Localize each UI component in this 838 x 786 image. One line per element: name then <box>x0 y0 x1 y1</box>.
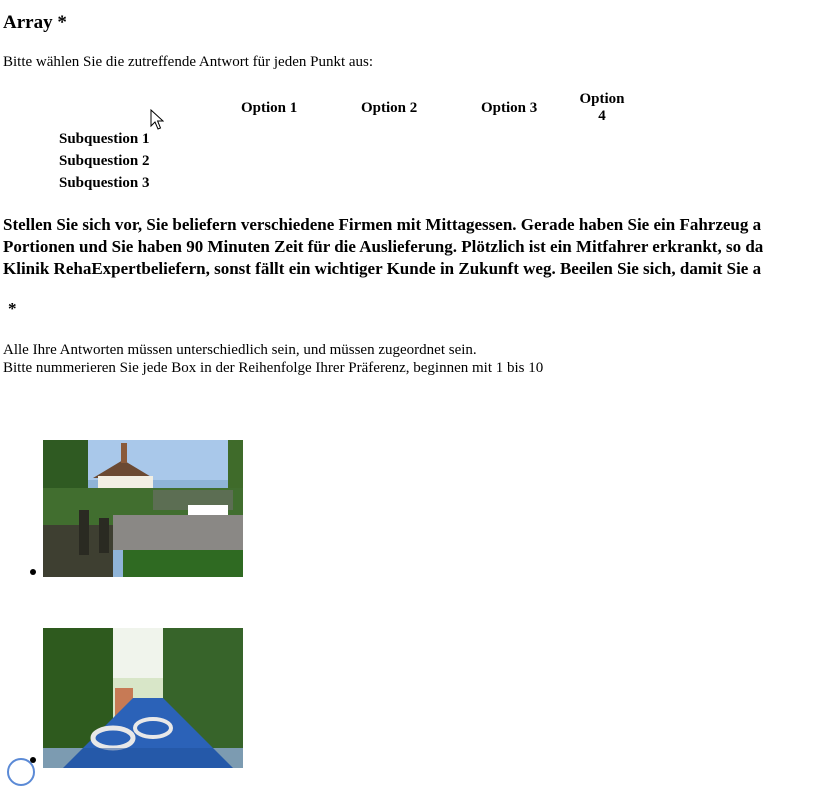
help-line: Bitte nummerieren Sie jede Box in der Reihenfolge Ihrer Präferenz, beginnen mit 1 bis 10 <box>3 360 544 376</box>
ranking-question-text <box>3 214 763 280</box>
narrowboat-photo[interactable] <box>43 628 243 768</box>
canal-lock-photo[interactable] <box>43 440 243 577</box>
row-header-subquestion-2: Subquestion 2 <box>59 153 150 169</box>
column-header-option-3: Option 3 <box>481 100 538 116</box>
ranking-help <box>3 341 543 377</box>
question-text-line: Klinik RehaExpertbeliefern, sonst fällt ein wichtiger Kunde in Zukunft weg. Beeilen Sie sich, damit Sie a <box>3 259 762 278</box>
mandatory-asterisk: * <box>8 299 17 318</box>
question-title: Array * <box>3 12 67 33</box>
question-help: Bitte wählen Sie die zutreffende Antwort für jeden Punkt aus: <box>3 54 374 70</box>
circle-icon <box>7 758 35 786</box>
column-header-option-4: Option 4 <box>579 91 625 124</box>
bullet-icon <box>30 569 36 575</box>
column-header-option-1: Option 1 <box>241 100 298 116</box>
row-header-subquestion-1: Subquestion 1 <box>59 131 150 147</box>
column-header-option-2: Option 2 <box>361 100 418 116</box>
row-header-subquestion-3: Subquestion 3 <box>59 175 150 191</box>
help-line: Alle Ihre Antworten müssen unterschiedlich sein, und müssen zugeordnet sein. <box>3 342 477 358</box>
mouse-cursor-icon <box>150 109 164 131</box>
question-text-line: Stellen Sie sich vor, Sie beliefern verschiedene Firmen mit Mittagessen. Gerade haben Sie ein Fahrzeug a <box>3 215 762 234</box>
question-text-line: Portionen und Sie haben 90 Minuten Zeit für die Auslieferung. Plötzlich ist ein Mitfahrer erkrankt, so da <box>3 237 764 256</box>
